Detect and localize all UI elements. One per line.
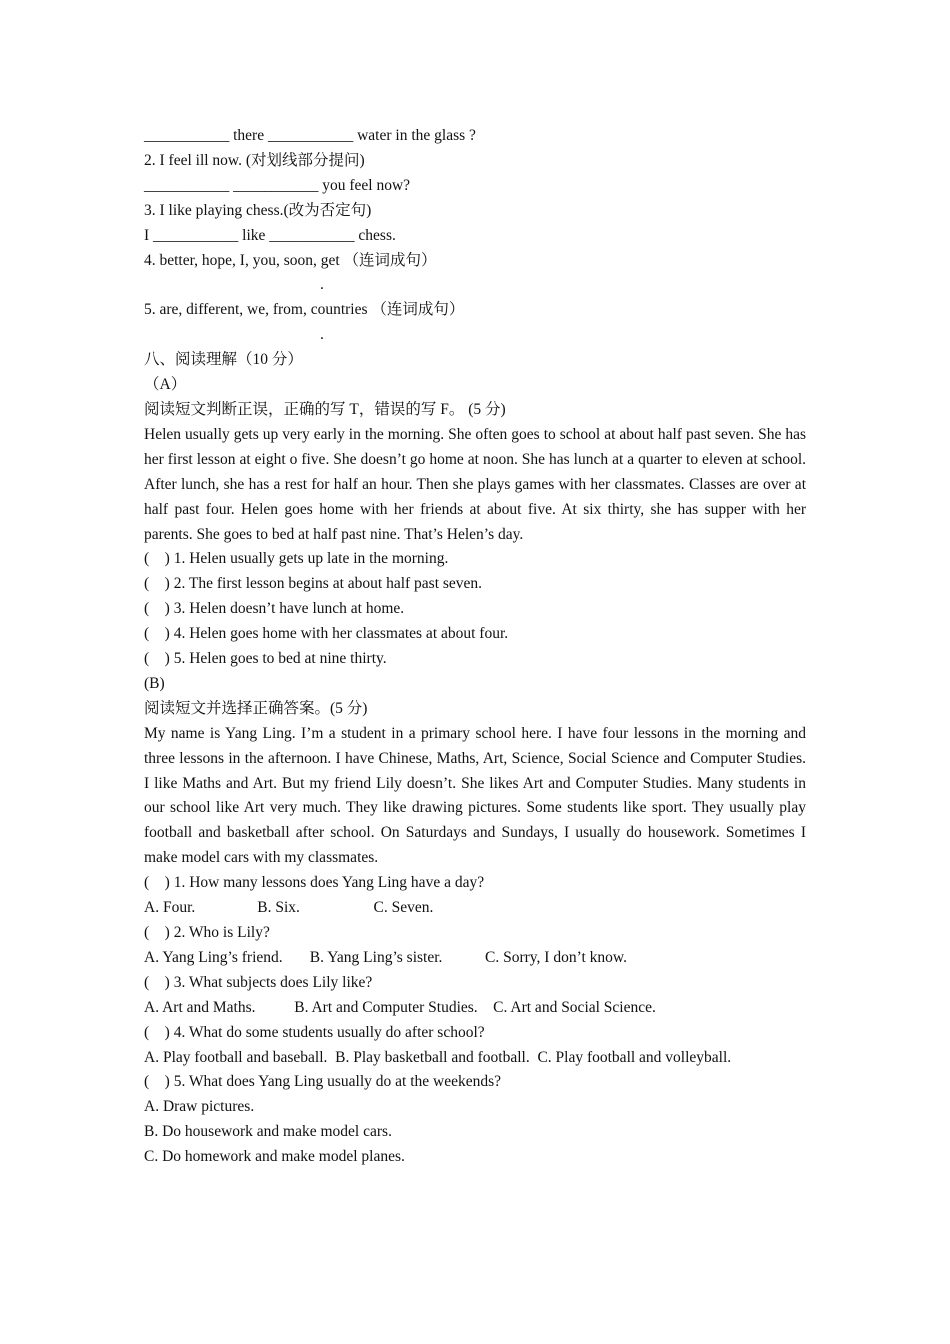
section-a-question-4: ( ) 4. Helen goes home with her classmates at about four. [144,625,509,643]
q3-answer-line: I ___________ like ___________ chess. [144,226,396,244]
q1-answer-line: ___________ there ___________ water in the glass ? [144,127,476,144]
section-a-instruction: 阅读短文判断正误，正确的写 T，错误的写 F。 (5 分) [144,400,506,418]
section-b-question-5-option-b: B. Do housework and make model cars. [144,1123,392,1141]
section-heading: 八、阅读理解（10 分） [144,351,303,369]
section-a-question-2: ( ) 2. The first lesson begins at about half past seven. [144,575,483,593]
section-b-question-5-option-c: C. Do homework and make model planes. [144,1148,405,1166]
section-b-question-2-options: A. Yang Ling’s friend. B. Yang Ling’s sister. C. Sorry, I don’t know. [144,948,627,966]
section-b-question-1: ( ) 1. How many lessons does Yang Ling have a day? [144,874,485,892]
q4-answer-line: . [320,276,324,294]
q3-prompt: 3. I like playing chess.(改为否定句) [144,201,372,219]
section-b-question-3: ( ) 3. What subjects does Lily like? [144,973,373,991]
q5-answer-line: . [320,326,324,344]
q4-prompt: 4. better, hope, I, you, soon, get （连词成句） [144,251,437,269]
section-a-question-3: ( ) 3. Helen doesn’t have lunch at home. [144,600,405,618]
worksheet-page [144,124,806,1170]
section-b-label: (B) [144,674,165,692]
section-b-question-5-option-a: A. Draw pictures. [144,1098,255,1116]
section-b-question-4: ( ) 4. What do some students usually do after school? [144,1023,485,1041]
section-b-question-3-options: A. Art and Maths. B. Art and Computer Studies. C. Art and Social Science. [144,998,656,1016]
section-b-question-5: ( ) 5. What does Yang Ling usually do at the weekends? [144,1073,502,1091]
section-a-passage: Helen usually gets up very early in the morning. She often goes to school at about half past seven. She has her first lesson at eight o five. She doesn’t go home at noon. She has lunch at a quarter to eleven at school. After lunch, she has a rest for half an hour. Then she plays games with her classmates. Classes are over at half past four. Helen goes home with her friends at about five. At six thirty, she has supper with her parents. She goes to bed at half past nine. That’s Helen’s day. [144,425,806,543]
section-b-instruction: 阅读短文并选择正确答案。(5 分) [144,699,368,717]
section-a-question-5: ( ) 5. Helen goes to bed at nine thirty. [144,650,387,668]
q2-prompt: 2. I feel ill now. (对划线部分提问) [144,151,365,169]
q2-answer-line: ___________ ___________ you feel now? [144,176,411,194]
q5-prompt: 5. are, different, we, from, countries （连词成句） [144,301,465,319]
section-b-passage: My name is Yang Ling. I’m a student in a primary school here. I have four lessons in the morning and three lessons in the afternoon. I have Chinese, Maths, Art, Science, Social Science and Computer Studies. I like Maths and Art. But my friend Lily doesn’t. She likes Art and Computer Studies. Many students in our school like Art very much. They like drawing pictures. Some students like sport. They usually play football and basketball after school. On Saturdays and Sundays, I usually do housework. Sometimes I make model cars with my classmates. [144,724,806,867]
section-a-label: （A） [144,376,187,394]
section-a-question-1: ( ) 1. Helen usually gets up late in the morning. [144,550,449,568]
section-b-question-4-options: A. Play football and baseball. B. Play basketball and football. C. Play football and volleyball. [144,1048,732,1066]
section-b-question-1-options: A. Four. B. Six. C. Seven. [144,899,434,917]
section-b-question-2: ( ) 2. Who is Lily? [144,924,270,941]
